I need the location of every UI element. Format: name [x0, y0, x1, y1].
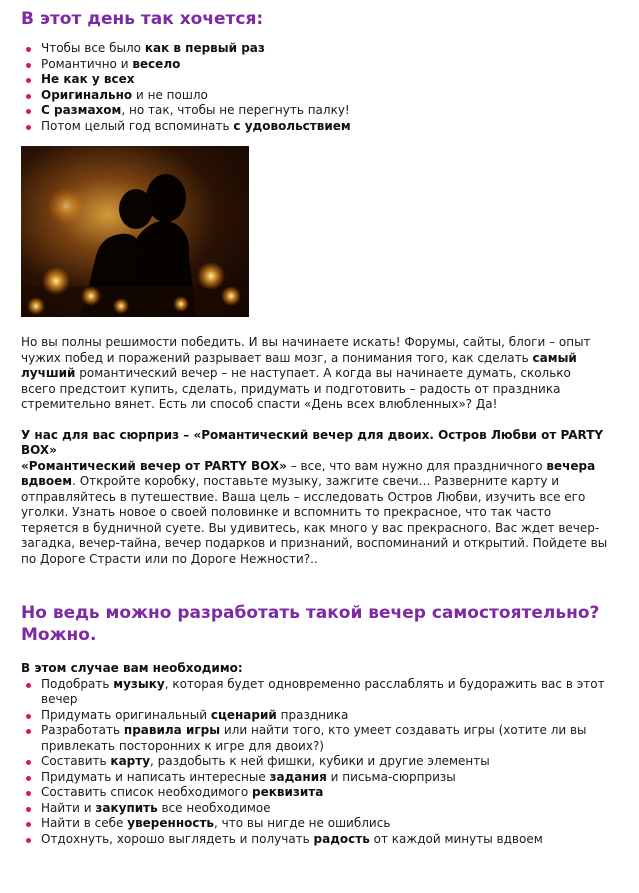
text-run: Потом целый год вспоминать — [41, 118, 234, 133]
bold-text: уверенность — [127, 816, 215, 830]
list-item — [21, 677, 609, 708]
text-run: Но вы полны решимости победить. И вы начинаете искать! Форумы, сайты, блоги – опыт чужих побед и поражений разрывает ваш мозг, а понимания того, как сделать — [21, 335, 591, 365]
bold-text: У нас для вас сюрприз – «Романтический вечер для двоих. Остров Любви от PARTY BOX» — [21, 427, 604, 457]
text-run: Разработать — [41, 723, 124, 737]
text-run: , что вы нигде не ошиблись — [214, 816, 391, 830]
text-run: Найти в себе — [41, 816, 128, 830]
list-item — [21, 708, 609, 724]
list-item — [21, 770, 609, 786]
diy-list — [21, 677, 609, 848]
bold-text: сценарий — [210, 707, 277, 722]
list-item — [21, 801, 609, 817]
list-item — [21, 723, 609, 754]
text-run: , которая будет одновременно расслаблять и будоражить вас в этот вечер — [41, 676, 605, 706]
list-item — [21, 119, 609, 135]
bold-text: Не как у всех — [41, 72, 135, 86]
couple-photo — [21, 146, 249, 317]
text-run: все необходимое — [157, 800, 271, 815]
section-heading-wishes: В этот день так хочется: — [21, 9, 264, 29]
section-heading-diy: Но ведь можно разработать такой вечер самостоятельно? Можно. — [21, 603, 600, 645]
text-run: праздника — [276, 707, 349, 722]
list-item — [21, 832, 609, 848]
text-run: Составить — [41, 754, 111, 768]
list-item — [21, 816, 609, 832]
list-item — [21, 785, 609, 801]
bold-text: закупить — [95, 800, 158, 815]
couple-kiss-candles-icon — [21, 146, 249, 317]
text-run: Составить список необходимого — [41, 785, 253, 799]
text-run: романтический вечер – не наступает. А когда вы начинаете думать, сколько всего предстоит купить, сделать, придумать и подготовить – радость от праздника стремительно вянет. Есть ли способ спасти «День всех влюбленных»? Да! — [21, 366, 571, 411]
party-box-paragraph — [21, 459, 609, 568]
bold-text: реквизита — [252, 785, 324, 799]
intro-paragraph — [21, 335, 609, 413]
list-item — [21, 754, 609, 770]
bold-text: карту — [110, 754, 151, 768]
list-item — [21, 57, 609, 73]
bold-text: С размахом — [41, 103, 122, 117]
list-item — [21, 41, 609, 57]
bold-text: правила игры — [123, 723, 221, 737]
text-run: Подобрать — [41, 676, 114, 691]
text-run: от каждой минуты вдвоем — [369, 831, 543, 846]
text-run: Придумать оригинальный — [41, 707, 211, 722]
list-item — [21, 103, 609, 119]
text-run: и письма-сюрпризы — [326, 769, 456, 784]
bold-text: весело — [132, 56, 181, 71]
text-run: Чтобы все было — [41, 41, 145, 55]
bold-text: «Романтический вечер от PARTY BOX» — [21, 458, 287, 473]
bold-text: Оригинально — [41, 87, 133, 102]
text-run: и не пошло — [132, 87, 208, 102]
text-run: Отдохнуть, хорошо выглядеть и получать — [41, 831, 314, 846]
text-run: , раздобыть к ней фишки, кубики и другие элементы — [150, 754, 490, 768]
text-run: – все, что вам нужно для праздничного — [286, 458, 547, 473]
text-run: Романтично и — [41, 56, 133, 71]
text-run: Придумать и написать интересные — [41, 769, 270, 784]
list-item — [21, 72, 609, 88]
surprise-paragraph — [21, 428, 609, 459]
bold-text: как в первый раз — [144, 41, 265, 55]
diy-intro: В этом случае вам необходимо: — [21, 661, 243, 675]
bold-text: самый лучший — [21, 350, 577, 380]
wishes-list — [21, 41, 609, 134]
text-run: Найти и — [41, 800, 96, 815]
bold-text: радость — [313, 831, 370, 846]
text-run: . Откройте коробку, поставьте музыку, зажгите свечи… Разверните карту и отправляйтесь в путешествие. Ваша цель – исследовать Остров Любви, изучить все его уголки. Узнать новое о своей половинке и вспомнить то прекрасное, что так часто теряется в будничной суете. Вы удивитесь, как много у вас прекрасного. Вас ждет вечер-загадка, вечер-тайна, вечер подарков и признаний, воспоминаний и открытий. Пойдете вы по Дороге Страсти или по Дороге Нежности?.. — [21, 474, 608, 566]
bold-text: музыку — [113, 676, 165, 691]
bold-text: с удовольствием — [233, 118, 351, 133]
bold-text: задания — [269, 769, 327, 784]
list-item — [21, 88, 609, 104]
text-run: или найти того, кто умеет создавать игры (хотите ли вы привлекать посторонних к игре для двоих?) — [41, 723, 587, 753]
bold-text: вечера вдвоем — [21, 458, 596, 488]
text-run: , но так, чтобы не перегнуть палку! — [121, 103, 350, 117]
